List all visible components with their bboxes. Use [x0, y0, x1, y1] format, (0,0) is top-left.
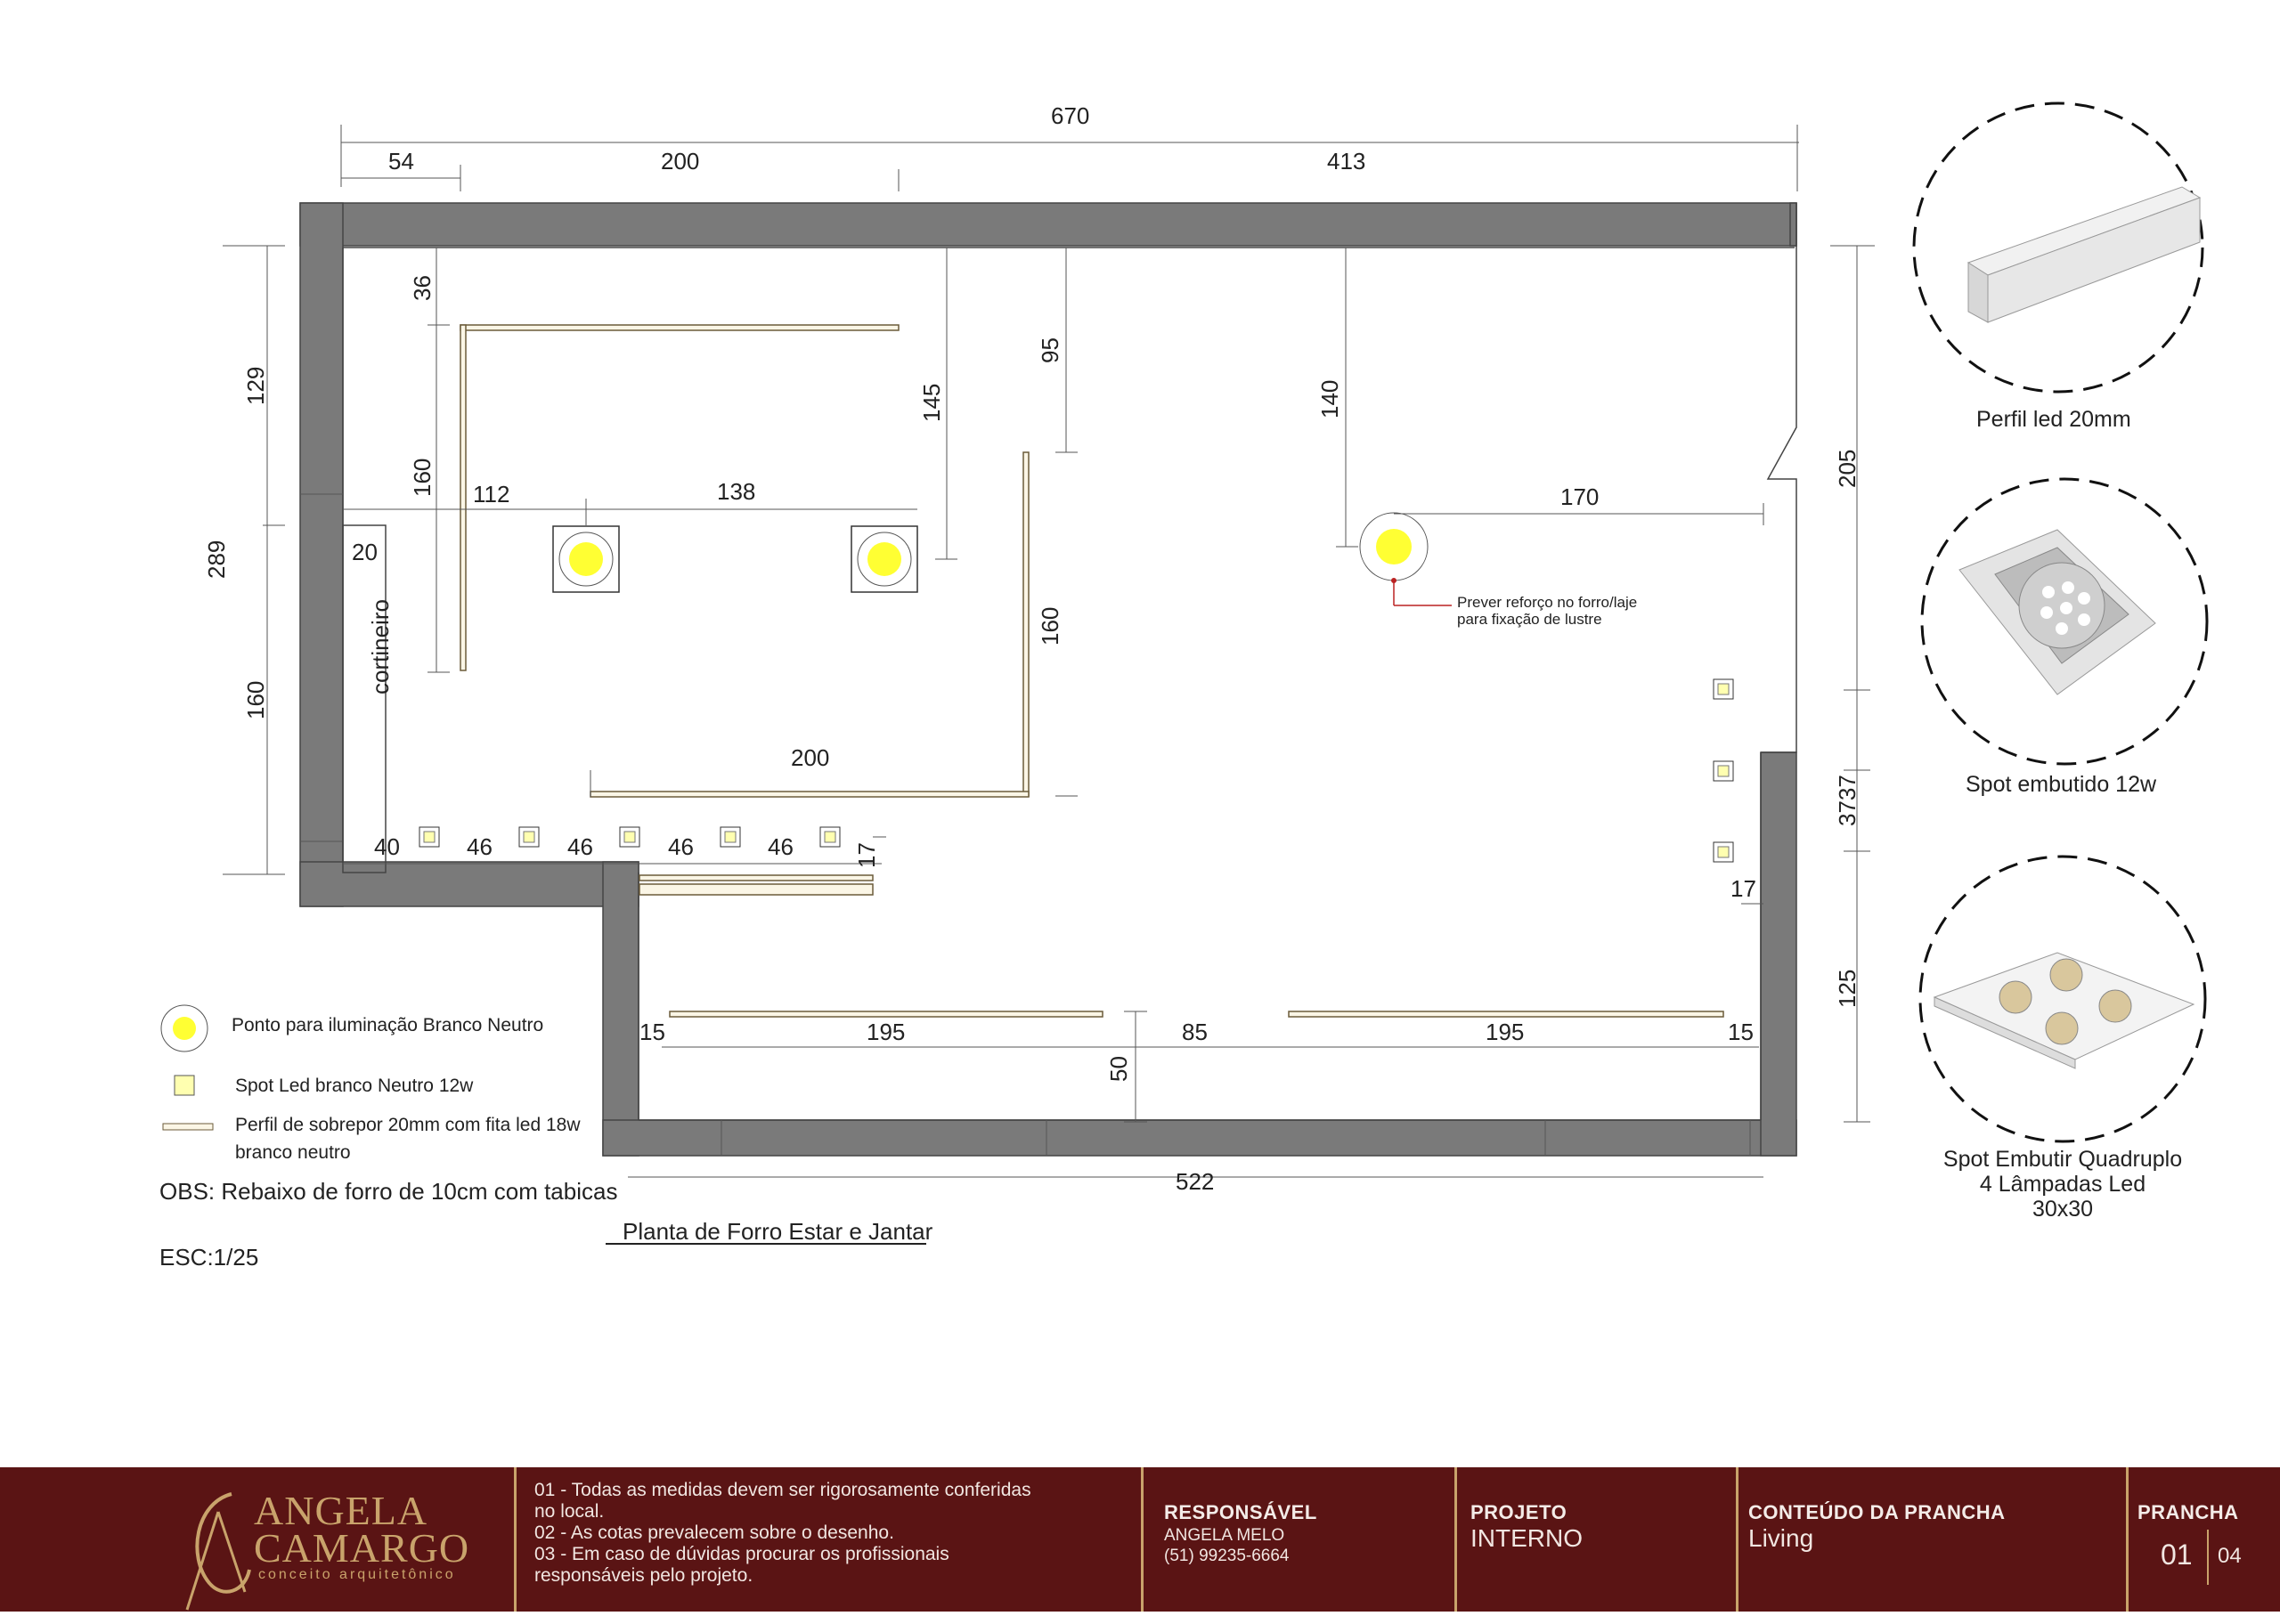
projeto-label: PROJETO: [1470, 1501, 1568, 1523]
responsavel-section: [1164, 1467, 1431, 1612]
logo: [160, 1467, 508, 1612]
detail-caption-3c: 30x30: [2032, 1197, 2094, 1222]
dim-140: 140: [1316, 379, 1343, 418]
conteudo-label: CONTEÚDO DA PRANCHA: [1748, 1501, 2006, 1523]
detail-spot-quadruplo: [1920, 857, 2205, 1222]
dim-170: 170: [1560, 483, 1600, 510]
dim-145: 145: [918, 383, 945, 422]
prancha-current: 01: [2161, 1539, 2193, 1571]
legend-profile-symbol: [163, 1124, 213, 1130]
light-point-1: [553, 526, 619, 592]
dim-46-a: 46: [467, 833, 493, 860]
detail-perfil-led: [1914, 103, 2203, 432]
note-1: 01 - Todas as medidas devem ser rigorosamente conferidas: [534, 1480, 1031, 1500]
dim-112: 112: [473, 481, 510, 508]
obs-note: OBS: Rebaixo de forro de 10cm com tabicas: [159, 1178, 618, 1205]
prancha-label: PRANCHA: [2138, 1501, 2239, 1523]
dim-522: 522: [1176, 1168, 1215, 1195]
spots: [419, 679, 1733, 862]
responsavel-phone: (51) 99235-6664: [1164, 1547, 1290, 1565]
dim-36: 36: [409, 275, 436, 301]
dim-200-inner: 200: [791, 744, 830, 771]
dim-54: 54: [388, 148, 414, 175]
light-point-2: [851, 526, 917, 592]
chandelier-note-2: para fixação de lustre: [1457, 611, 1602, 628]
note-1b: no local.: [534, 1501, 605, 1522]
detail-caption-2: Spot embutido 12w: [1966, 772, 2157, 797]
note-3b: responsáveis pelo projeto.: [534, 1565, 753, 1586]
dim-17-b: 17: [1730, 875, 1756, 902]
projeto-section: [1470, 1467, 1720, 1612]
dim-17-a: 17: [853, 842, 880, 868]
responsavel-label: RESPONSÁVEL: [1164, 1501, 1317, 1523]
legend-spot-symbol: [175, 1076, 194, 1095]
logo-line2: CAMARGO: [254, 1525, 470, 1571]
logo-subtitle: conceito arquitetônico: [258, 1567, 456, 1582]
note-2: 02 - As cotas prevalecem sobre o desenho.: [534, 1522, 894, 1543]
dim-160-b: 160: [1037, 606, 1063, 646]
dim-195-b: 195: [1486, 1019, 1525, 1045]
light-point-chandelier: [1360, 513, 1428, 581]
general-notes: [534, 1480, 1131, 1624]
detail-caption-3b: 4 Lâmpadas Led: [1979, 1172, 2146, 1197]
dim-50: 50: [1105, 1056, 1132, 1082]
curtain-box: [343, 525, 386, 873]
legend-item-1: Ponto para iluminação Branco Neutro: [232, 1015, 544, 1035]
note-3: 03 - Em caso de dúvidas procurar os profissionais: [534, 1544, 949, 1564]
dim-3737: 3737: [1834, 775, 1861, 826]
projeto-value: INTERNO: [1470, 1524, 1583, 1552]
conteudo-value: Living: [1748, 1524, 1814, 1552]
dim-20: 20: [352, 539, 378, 565]
dim-85: 85: [1182, 1019, 1208, 1045]
dim-40: 40: [374, 833, 400, 860]
dim-289: 289: [203, 540, 230, 579]
detail-caption-3a: Spot Embutir Quadruplo: [1942, 1147, 2183, 1172]
dim-125: 125: [1834, 969, 1861, 1008]
dim-670: 670: [1051, 102, 1090, 129]
detail-spot-embutido: [1922, 479, 2207, 797]
dim-195-a: 195: [867, 1019, 906, 1045]
detail-caption-1: Perfil led 20mm: [1976, 407, 2131, 432]
legend-item-3a: Perfil de sobrepor 20mm com fita led 18w: [235, 1115, 581, 1135]
dim-200-top: 200: [661, 148, 700, 175]
dim-46-c: 46: [668, 833, 694, 860]
dim-46-b: 46: [567, 833, 593, 860]
dim-46-d: 46: [768, 833, 794, 860]
title-block: [0, 1467, 2280, 1612]
cortineiro-label: cortineiro: [367, 599, 394, 694]
legend-item-2: Spot Led branco Neutro 12w: [235, 1076, 474, 1096]
dim-138: 138: [717, 478, 756, 505]
dim-15-a: 15: [639, 1019, 665, 1045]
ceiling-lights: [553, 513, 1428, 592]
logo-line1: ANGELA: [254, 1488, 428, 1533]
conteudo-section: [1748, 1467, 2105, 1612]
prancha-section: [2138, 1467, 2280, 1612]
dim-160-a: 160: [409, 458, 436, 497]
prancha-total: 04: [2218, 1544, 2242, 1568]
dim-15-b: 15: [1728, 1019, 1754, 1045]
scale-label: ESC:1/25: [159, 1244, 259, 1271]
dim-95: 95: [1037, 337, 1063, 363]
led-profiles: [460, 325, 1723, 1017]
chandelier-note-1: Prever reforço no forro/laje: [1457, 594, 1638, 611]
dim-160-left: 160: [242, 680, 269, 719]
legend-item-3b: branco neutro: [235, 1142, 351, 1163]
plan-title: Planta de Forro Estar e Jantar: [623, 1218, 933, 1245]
responsavel-name: ANGELA MELO: [1164, 1526, 1285, 1545]
dim-413: 413: [1327, 148, 1366, 175]
dim-205: 205: [1834, 449, 1861, 488]
dim-129: 129: [242, 366, 269, 405]
